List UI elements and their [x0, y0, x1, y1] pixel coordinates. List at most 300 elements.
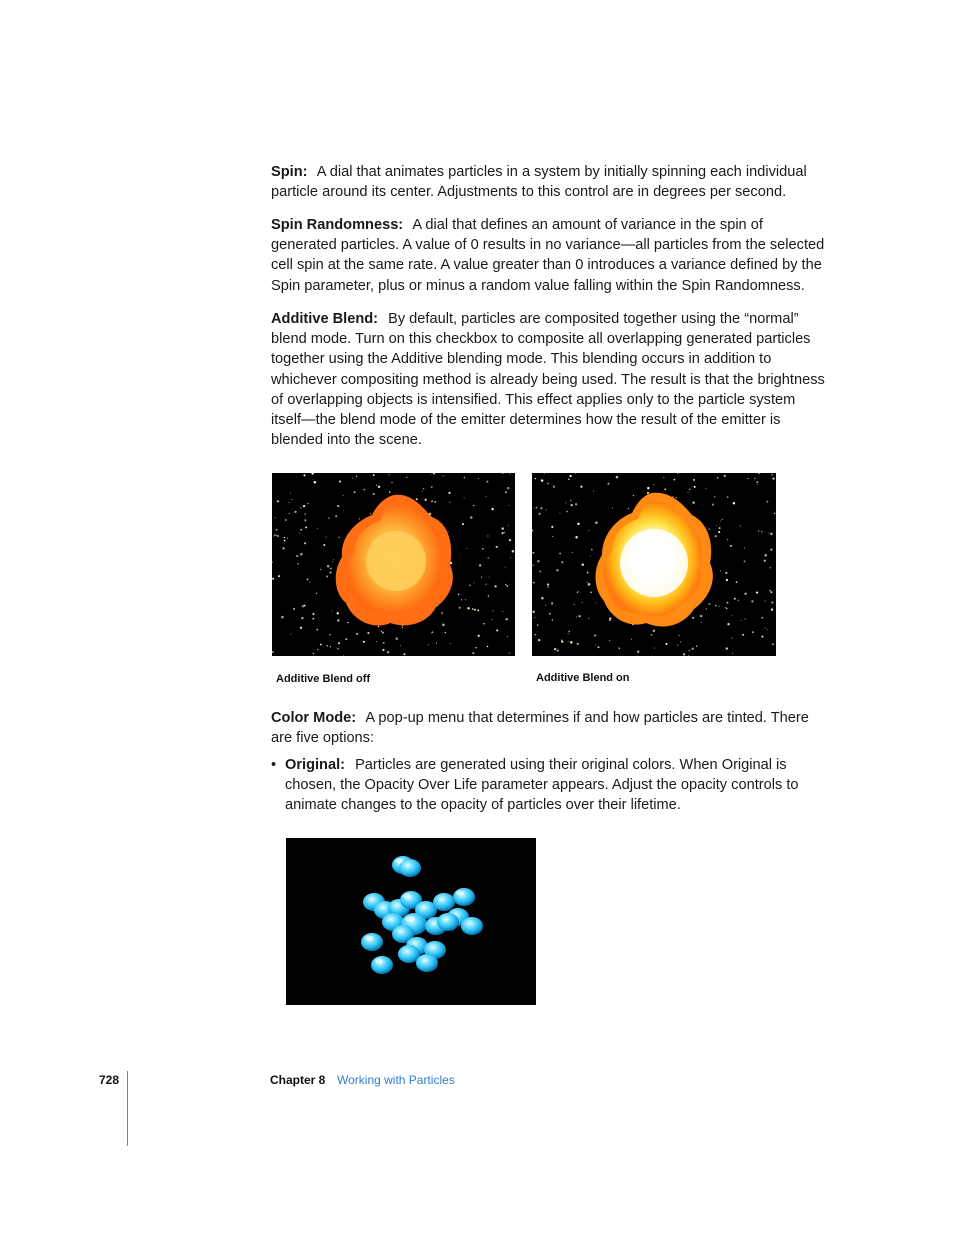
star-particle: [512, 550, 515, 553]
star-particle: [701, 622, 702, 623]
star-particle: [709, 603, 711, 605]
star-particle: [588, 530, 589, 531]
star-particle: [505, 491, 507, 493]
chapter-label: Chapter 8: [270, 1073, 326, 1087]
star-particle: [771, 601, 773, 603]
color-mode-text: A pop-up menu that determines if and how particles are tinted. There are five options:: [271, 710, 809, 747]
spin-term: Spin:: [271, 164, 308, 180]
star-particle: [448, 531, 449, 532]
star-particle: [477, 609, 479, 611]
additive-blend-paragraph: [271, 309, 827, 450]
star-particle: [285, 519, 287, 521]
star-particle: [424, 499, 426, 501]
star-particle: [492, 619, 493, 620]
star-particle: [508, 525, 509, 526]
star-particle: [742, 634, 744, 636]
spin-randomness-paragraph: [271, 215, 827, 296]
star-particle: [756, 592, 758, 594]
additive-blend-off-image: [272, 473, 515, 656]
star-particle: [758, 530, 760, 532]
star-particle: [335, 515, 337, 517]
star-particle: [582, 602, 583, 603]
star-particle: [475, 647, 477, 649]
star-particle: [378, 626, 380, 628]
spin-paragraph: [271, 162, 827, 202]
star-particle: [487, 557, 488, 558]
star-particle: [297, 563, 299, 565]
star-particle: [683, 653, 685, 655]
additive-blend-term: Additive Blend:: [271, 311, 379, 327]
star-particle: [771, 608, 773, 610]
star-particle: [503, 532, 505, 534]
star-particle: [593, 491, 594, 492]
star-particle: [461, 599, 462, 600]
star-particle: [679, 635, 680, 636]
star-particle: [693, 479, 695, 481]
star-particle: [489, 577, 490, 578]
star-particle: [590, 555, 591, 556]
original-term: Original:: [285, 757, 345, 773]
star-particle: [553, 485, 555, 487]
star-particle: [715, 605, 717, 607]
star-particle: [756, 481, 758, 483]
star-particle: [559, 553, 561, 555]
star-particle: [577, 523, 579, 525]
star-particle: [665, 643, 667, 645]
star-particle: [434, 501, 436, 503]
star-particle: [277, 500, 279, 502]
star-particle: [289, 513, 290, 514]
star-particle: [289, 502, 290, 503]
star-particle: [431, 500, 433, 502]
explosion-off-illustration: [272, 473, 515, 656]
star-particle: [416, 498, 418, 500]
star-particle: [383, 642, 385, 644]
star-particle: [754, 478, 755, 479]
star-particle: [767, 629, 768, 630]
star-particle: [619, 647, 620, 648]
star-particle: [328, 517, 329, 518]
star-particle: [694, 486, 696, 488]
star-particle: [772, 643, 774, 645]
star-particle: [731, 638, 732, 639]
star-particle: [539, 570, 541, 572]
star-particle: [609, 640, 610, 641]
star-particle: [770, 548, 772, 550]
star-particle: [551, 602, 553, 604]
star-particle: [402, 627, 403, 628]
spin-randomness-term: Spin Randomness:: [271, 217, 404, 233]
original-bullet-text: [271, 755, 827, 816]
star-particle: [300, 627, 302, 629]
star-particle: [647, 487, 649, 489]
star-particle: [733, 502, 735, 504]
star-particle: [740, 620, 741, 621]
star-particle: [568, 633, 569, 634]
star-particle: [470, 516, 473, 519]
star-particle: [301, 617, 303, 619]
star-particle: [761, 636, 763, 638]
star-particle: [376, 641, 377, 642]
star-particle: [537, 624, 538, 625]
star-particle: [502, 611, 503, 612]
star-particle: [761, 617, 763, 619]
star-particle: [764, 554, 767, 557]
star-particle: [575, 503, 577, 505]
chapter-title-link[interactable]: Working with Particles: [337, 1073, 455, 1087]
star-particle: [545, 605, 546, 606]
star-particle: [303, 505, 305, 507]
star-particle: [291, 499, 292, 500]
star-particle: [764, 601, 765, 602]
star-particle: [459, 607, 461, 609]
star-particle: [381, 630, 383, 632]
star-particle: [561, 641, 563, 643]
star-particle: [486, 496, 487, 497]
star-particle: [559, 513, 560, 514]
star-particle: [732, 653, 733, 654]
star-particle: [533, 565, 534, 566]
star-particle: [441, 612, 443, 614]
star-particle: [766, 501, 768, 503]
star-particle: [538, 639, 540, 641]
spin-randomness-text: A dial that defines an amount of variance in the spin of generated particles. A value of 0 results in no variance—all particles from the selected cell spin at the same rate. A value greater than 0 introduces a variance defined by the Spin parameter, plus or minus a random value falling within the Spin Randomness.: [271, 217, 825, 294]
star-particle: [575, 536, 578, 539]
star-particle: [316, 593, 317, 594]
star-particle: [726, 608, 728, 610]
star-particle: [745, 618, 746, 619]
star-particle: [347, 622, 349, 624]
star-particle: [303, 474, 305, 476]
star-particle: [594, 634, 596, 636]
star-particle: [509, 539, 511, 541]
star-particle: [326, 576, 328, 578]
star-particle: [538, 513, 540, 515]
star-particle: [474, 609, 476, 611]
star-particle: [509, 473, 510, 474]
star-particle: [595, 521, 598, 524]
star-particle: [329, 634, 331, 636]
star-particle: [628, 508, 630, 510]
star-particle: [505, 567, 506, 568]
star-particle: [569, 475, 571, 477]
star-particle: [304, 519, 306, 521]
star-particle: [370, 513, 372, 515]
star-particle: [337, 648, 339, 650]
star-particle: [300, 507, 301, 508]
star-particle: [304, 605, 306, 607]
original-text: Particles are generated using their original colors. When Original is chosen, the Opacity Over Life parameter appears. Adjust the opacity controls to animate changes to the opacity of particles over their lifetime.: [285, 757, 799, 814]
star-particle: [391, 482, 392, 483]
star-particle: [552, 619, 553, 620]
star-particle: [494, 585, 496, 587]
star-particle: [389, 474, 390, 475]
star-particle: [376, 485, 377, 486]
star-particle: [305, 526, 307, 528]
star-particle: [765, 627, 766, 628]
star-particle: [692, 617, 694, 619]
star-particle: [473, 582, 474, 583]
star-particle: [757, 484, 758, 485]
star-particle: [716, 525, 717, 526]
star-particle: [312, 613, 314, 615]
star-particle: [469, 585, 471, 587]
star-particle: [332, 561, 333, 562]
star-particle: [450, 502, 451, 503]
star-particle: [727, 539, 728, 540]
star-particle: [770, 533, 772, 535]
star-particle: [719, 527, 721, 529]
star-particle: [363, 641, 365, 643]
star-particle: [740, 526, 741, 527]
star-particle: [561, 640, 562, 641]
star-particle: [720, 521, 721, 522]
star-particle: [637, 650, 640, 653]
star-particle: [296, 555, 298, 557]
star-particle: [479, 564, 481, 566]
color-mode-term: Color Mode:: [271, 710, 357, 726]
star-particle: [304, 513, 306, 515]
star-particle: [300, 529, 302, 531]
additive-blend-on-image: [532, 473, 776, 656]
star-particle: [720, 570, 721, 571]
star-particle: [313, 479, 314, 480]
star-particle: [338, 642, 340, 644]
star-particle: [496, 629, 498, 631]
star-particle: [352, 478, 353, 479]
star-particle: [771, 474, 772, 475]
star-particle: [591, 549, 592, 550]
star-particle: [715, 535, 717, 537]
star-particle: [736, 581, 738, 583]
star-particle: [431, 632, 432, 633]
star-particle: [472, 652, 474, 654]
star-particle: [568, 478, 570, 480]
blend-off-caption: Additive Blend off: [276, 673, 371, 685]
star-particle: [510, 557, 511, 558]
star-particle: [272, 651, 274, 653]
star-particle: [502, 527, 504, 529]
star-particle: [561, 561, 563, 563]
star-particle: [431, 486, 433, 488]
star-particle: [307, 503, 308, 504]
star-particle: [554, 648, 556, 650]
star-particle: [367, 632, 369, 634]
star-particle: [400, 645, 401, 646]
star-particle: [445, 632, 446, 633]
star-particle: [768, 533, 769, 534]
star-particle: [536, 507, 538, 509]
star-particle: [488, 595, 489, 596]
star-particle: [330, 568, 332, 570]
star-particle: [734, 598, 736, 600]
star-particle: [501, 532, 503, 534]
star-particle: [680, 641, 681, 642]
star-particle: [458, 594, 460, 596]
star-particle: [747, 478, 748, 479]
star-particle: [505, 584, 506, 585]
star-particle: [535, 478, 537, 480]
star-particle: [462, 523, 464, 525]
star-particle: [568, 631, 570, 633]
star-particle: [575, 473, 576, 474]
star-particle: [287, 537, 288, 538]
star-particle: [327, 645, 328, 646]
star-particle: [389, 491, 391, 493]
star-particle: [486, 481, 488, 483]
star-particle: [330, 646, 331, 647]
star-particle: [337, 505, 339, 507]
star-particle: [312, 618, 314, 620]
star-particle: [576, 617, 577, 618]
star-particle: [465, 599, 466, 600]
star-particle: [422, 499, 423, 500]
star-particle: [769, 590, 771, 592]
star-particle: [651, 634, 653, 636]
star-particle: [577, 592, 578, 593]
star-particle: [549, 613, 551, 615]
star-particle: [537, 560, 539, 562]
star-particle: [570, 504, 572, 506]
star-particle: [557, 650, 559, 652]
star-particle: [772, 477, 774, 479]
star-particle: [692, 502, 694, 504]
star-particle: [534, 617, 535, 618]
star-particle: [373, 493, 375, 495]
star-particle: [290, 492, 291, 493]
star-particle: [423, 488, 425, 490]
star-particle: [472, 608, 474, 610]
star-particle: [290, 634, 291, 635]
star-particle: [327, 565, 330, 568]
star-particle: [378, 486, 381, 489]
star-particle: [570, 500, 571, 501]
star-particle: [316, 629, 318, 631]
star-particle: [544, 473, 545, 474]
star-particle: [744, 547, 745, 548]
star-particle: [706, 608, 707, 609]
star-particle: [745, 593, 747, 595]
star-particle: [717, 477, 719, 479]
star-particle: [653, 630, 655, 632]
star-particle: [727, 496, 728, 497]
star-particle: [272, 578, 274, 580]
star-particle: [689, 650, 690, 651]
star-particle: [700, 615, 702, 617]
star-particle: [570, 641, 573, 644]
star-particle: [313, 653, 315, 655]
star-particle: [725, 572, 727, 574]
star-particle: [696, 646, 697, 647]
star-particle: [577, 643, 579, 645]
star-particle: [307, 579, 309, 581]
star-particle: [487, 535, 488, 536]
star-particle: [631, 639, 632, 640]
star-particle: [382, 632, 384, 634]
star-particle: [607, 483, 609, 485]
star-particle: [491, 508, 493, 510]
star-particle: [422, 491, 423, 492]
star-particle: [712, 504, 714, 506]
star-particle: [565, 502, 566, 503]
star-particle: [534, 634, 536, 636]
star-particle: [770, 567, 771, 568]
star-particle: [283, 547, 285, 549]
star-particle: [317, 649, 318, 650]
star-particle: [761, 531, 762, 532]
star-particle: [616, 476, 619, 479]
star-particle: [428, 644, 429, 645]
star-particle: [336, 648, 337, 649]
star-particle: [364, 489, 366, 491]
star-particle: [450, 643, 451, 644]
star-particle: [714, 496, 715, 497]
star-particle: [467, 607, 469, 609]
original-color-particles-image: [286, 838, 536, 1005]
star-particle: [708, 528, 709, 529]
star-particle: [541, 479, 543, 481]
star-particle: [587, 581, 588, 582]
star-particle: [483, 623, 484, 624]
star-particle: [533, 582, 535, 584]
star-particle: [692, 648, 694, 650]
star-particle: [343, 495, 344, 496]
star-particle: [541, 597, 544, 600]
star-particle: [278, 575, 280, 577]
star-particle: [633, 495, 634, 496]
star-particle: [274, 534, 276, 536]
star-particle: [532, 611, 535, 614]
star-particle: [771, 591, 773, 593]
star-particle: [276, 535, 277, 536]
star-particle: [718, 531, 720, 533]
star-particle: [442, 624, 445, 627]
star-particle: [647, 492, 649, 494]
star-particle: [727, 623, 729, 625]
star-particle: [545, 509, 546, 510]
star-particle: [722, 519, 723, 520]
star-particle: [533, 552, 535, 554]
star-particle: [314, 481, 317, 484]
star-particle: [609, 617, 611, 619]
spin-text: A dial that animates particles in a system by initially spinning each individual particle around its center. Adjustments to this control are in degrees per second.: [271, 164, 807, 201]
star-particle: [568, 641, 569, 642]
star-particle: [506, 585, 508, 587]
star-particle: [730, 545, 732, 547]
star-particle: [317, 528, 318, 529]
star-particle: [556, 569, 558, 571]
star-particle: [726, 579, 728, 581]
star-particle: [718, 606, 719, 607]
star-particle: [590, 591, 592, 593]
star-particle: [547, 586, 548, 587]
star-particle: [496, 546, 498, 548]
star-particle: [337, 612, 339, 614]
star-particle: [320, 644, 322, 646]
star-particle: [664, 488, 666, 490]
star-particle: [473, 505, 474, 506]
star-particle: [467, 548, 468, 549]
star-particle: [595, 603, 596, 604]
star-particle: [744, 560, 746, 562]
star-particle: [339, 480, 341, 482]
star-particle: [552, 536, 553, 537]
star-particle: [300, 553, 303, 556]
star-particle: [663, 477, 664, 478]
star-particle: [406, 477, 407, 478]
star-particle: [653, 484, 654, 485]
star-particle: [727, 602, 729, 604]
